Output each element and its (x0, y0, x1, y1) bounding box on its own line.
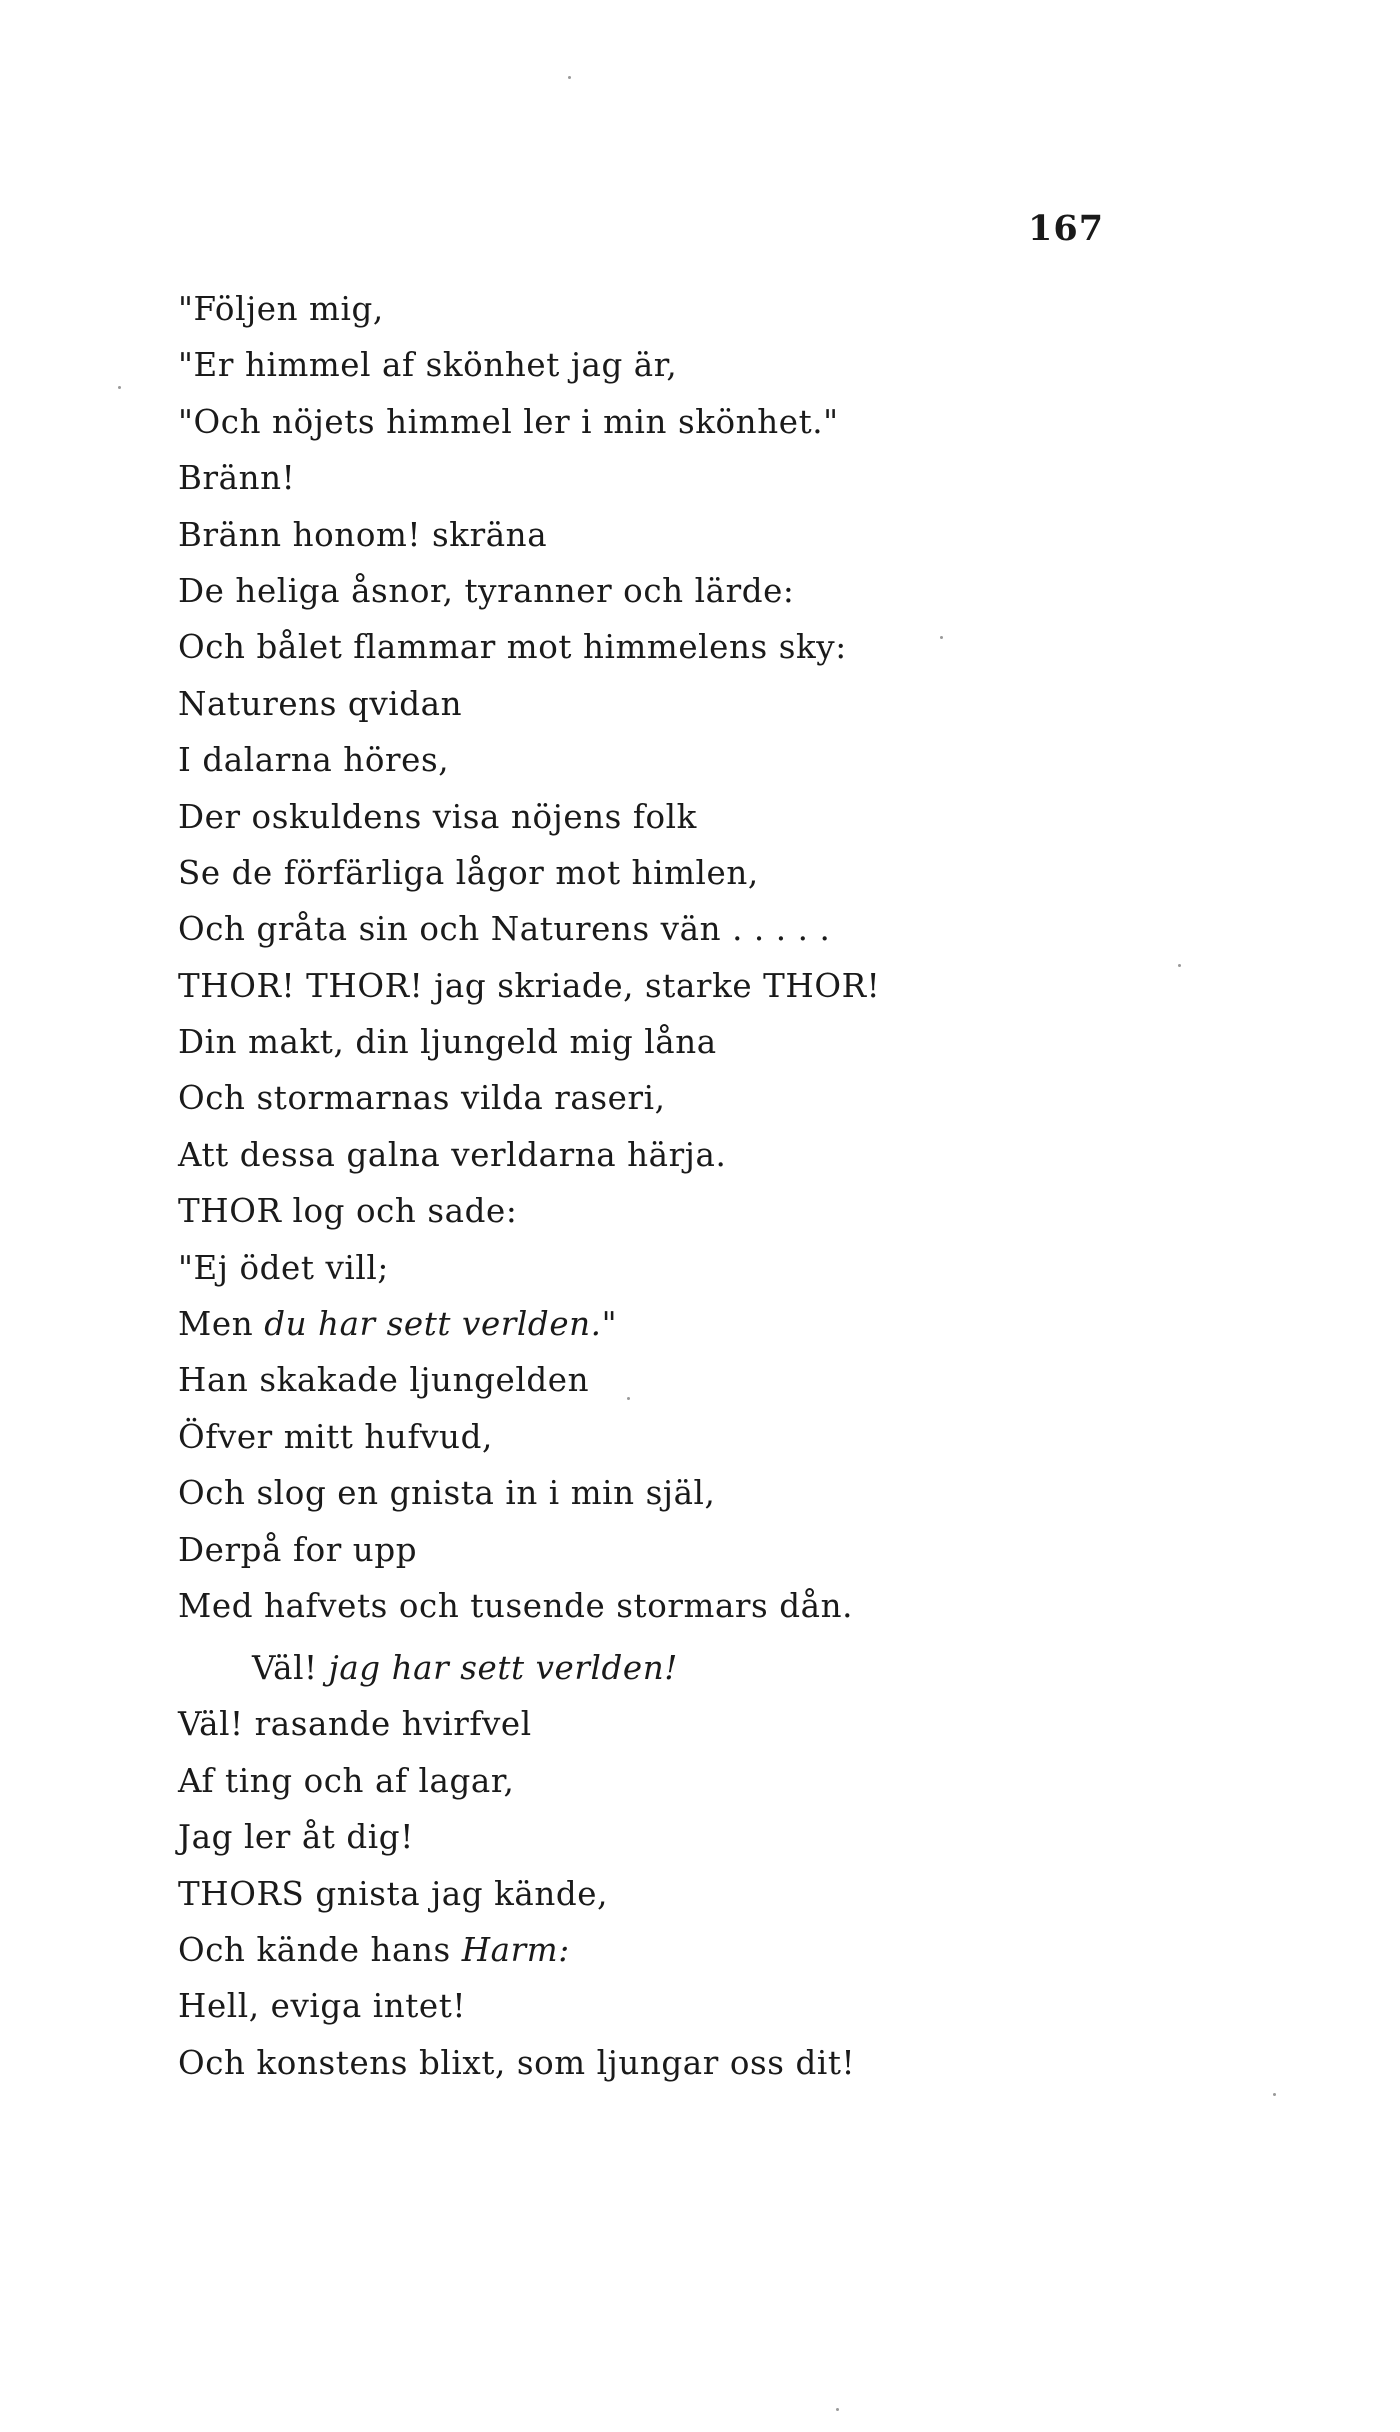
poem-line: Hell, eviga intet! (178, 1987, 467, 2026)
poem-line: Af ting och af lagar, (178, 1761, 515, 1800)
line-text: Naturens qvidan (178, 684, 463, 723)
scan-speck (940, 636, 943, 639)
poem-line (178, 563, 1278, 619)
poem-line (178, 394, 1278, 450)
italic-text: Harm: (461, 1930, 570, 1969)
poem-line (178, 901, 1278, 957)
poem-line (178, 845, 1278, 901)
scan-speck (568, 76, 571, 79)
poem-line (178, 1922, 1278, 1978)
poem-line (178, 1127, 1278, 1183)
poem-line (178, 1296, 1278, 1352)
poem-line (178, 1640, 1278, 1696)
line-text: Väl! (252, 1649, 329, 1687)
poem-line (178, 1409, 1278, 1465)
poem-line (178, 281, 1278, 337)
scan-speck (627, 1397, 630, 1400)
line-text: Med hafvets och tusende stormars dån. (178, 1586, 854, 1625)
line-text: THOR! THOR! jag skriade, starke THOR! (178, 966, 881, 1005)
line-text: Se de förfärliga lågor mot himlen, (178, 853, 759, 892)
scan-speck (118, 386, 121, 389)
poem-line (178, 1578, 1278, 1634)
page-number: 167 (1028, 208, 1105, 249)
poem-line (178, 1352, 1278, 1408)
poem-line (178, 337, 1278, 393)
line-text: Derpå for upp (178, 1530, 418, 1569)
line-text: I dalarna höres, (178, 741, 450, 780)
poem-line (178, 1240, 1278, 1296)
poem-line: Och konstens blixt, som ljungar oss dit! (178, 2043, 856, 2082)
poem-line (178, 1183, 1278, 1239)
line-text: Bränn honom! skräna (178, 515, 548, 554)
line-text: Och stormarnas vilda raseri, (178, 1079, 666, 1118)
poem-line (178, 676, 1278, 732)
poem-line (178, 1465, 1278, 1521)
poem-line (178, 1070, 1278, 1126)
line-text: Bränn! (178, 459, 296, 498)
line-text: "Ej ödet vill; (178, 1248, 389, 1287)
line-text: "Er himmel af skönhet jag är, (178, 346, 678, 385)
poem-line (178, 789, 1278, 845)
line-text: Och bålet flammar mot himmelens sky: (178, 628, 847, 667)
line-text: "Följen mig, (178, 290, 384, 328)
poem-line (178, 507, 1278, 563)
poem-line (178, 732, 1278, 788)
line-text: De heliga åsnor, tyranner och lärde: (178, 571, 795, 610)
poem-stanza-2 (178, 1640, 1278, 2091)
poem-line (178, 1522, 1278, 1578)
poem-line (178, 1014, 1278, 1070)
line-text: Din makt, din ljungeld mig låna (178, 1023, 717, 1062)
poem-line: Väl! rasande hvirfvel (178, 1705, 532, 1744)
italic-text: jag har sett verlden! (328, 1649, 678, 1687)
poem-line (178, 450, 1278, 506)
line-text: Och gråta sin och Naturens vän . . . . . (178, 910, 831, 949)
line-text: Der oskuldens visa nöjens folk (178, 797, 697, 836)
line-text: THOR log och sade: (178, 1192, 518, 1231)
line-text: Och kände hans (178, 1930, 462, 1969)
italic-text: du har sett verlden." (264, 1305, 618, 1344)
poem-line: THORS gnista jag kände, (178, 1874, 609, 1913)
line-text: Och slog en gnista in i min själ, (178, 1474, 716, 1513)
line-text: Men (178, 1305, 265, 1344)
scan-speck (1178, 964, 1181, 967)
scan-speck (836, 2408, 839, 2411)
scan-speck (1273, 2093, 1276, 2096)
line-text: "Och nöjets himmel ler i min skönhet." (178, 402, 839, 441)
line-text: Att dessa galna verldarna härja. (178, 1135, 727, 1174)
line-text: Öfver mitt hufvud, (178, 1417, 493, 1456)
poem-line: Jag ler åt dig! (178, 1818, 414, 1857)
line-text: Han skakade ljungelden (178, 1361, 590, 1400)
poem-line (178, 619, 1278, 675)
poem-line (178, 958, 1278, 1014)
poem-stanza-1 (178, 281, 1278, 1634)
